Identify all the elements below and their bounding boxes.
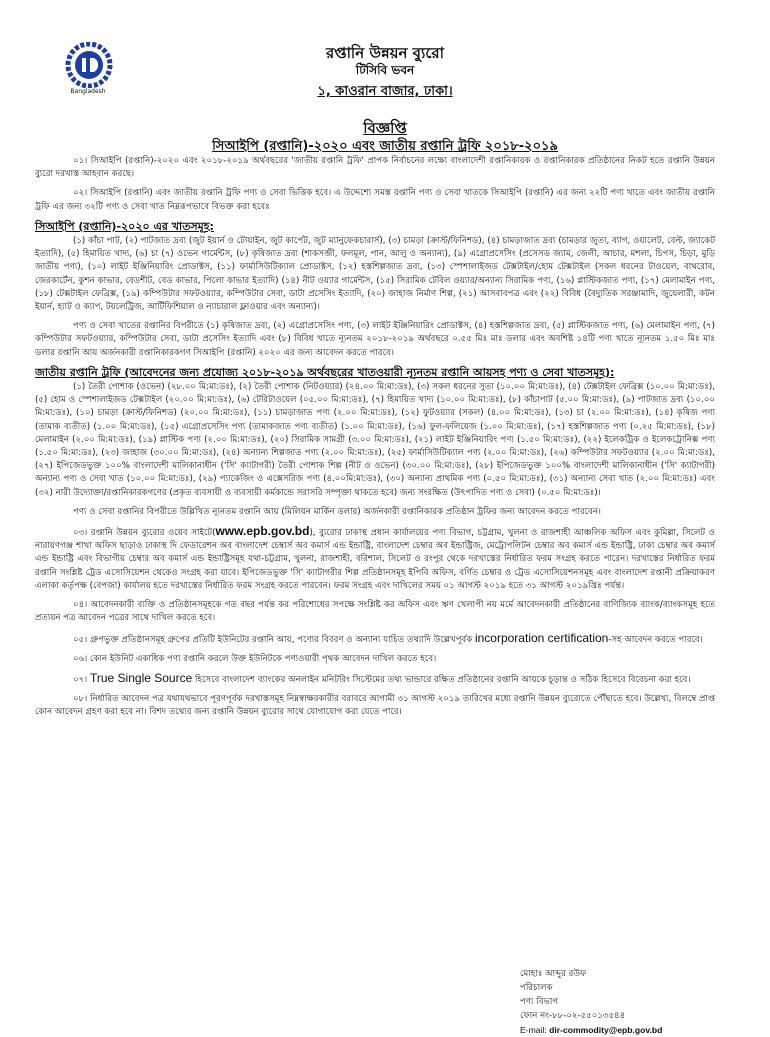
para-text: আবেদনকারী ব্যক্তি ও প্রতিষ্ঠানসমূহকে গত বছর পর্যন্ত কর পরিশোধের সপক্ষে সংশ্লিষ্ট কর অফিস এবং ঋণ খেলাপী নয় মর্মে আবেদনকারী প্রতিষ্ঠানের বাণিজ্যিক ব্যাংক/ব্যাংকসমূহ হতে প্রত্যয়ন পত্র আবেদন পত্রের সাথে দাখিল করতে হবে। [35, 600, 716, 624]
para-number: ০৭। [73, 674, 88, 685]
website-link[interactable]: www.epb.gov.bd [215, 524, 310, 539]
address [0, 82, 770, 103]
paragraph-04 [35, 599, 715, 625]
para-number: ০৮। [73, 694, 88, 705]
signature-block [520, 967, 720, 1037]
signatory-name: মোহাঃ আব্দুর রউফ [520, 969, 587, 979]
para-text: ), ব্যুরোর ঢাকাস্থ প্রধান কার্যালয়ের পণ্য বিভাগ, চট্টগ্রাম, খুলনা ও রাজশাহী আঞ্চলিক অফিস এবং কুমিল্লা, সিলেট ও নারায়ণগঞ্জ শাখা অফিস ছাড়াও ঢাকাস্থ দি ফেডারেশন অব বাংলাদেশ চেম্বার্স অব কমার্স এন্ড ইন্ডাষ্ট্রি, বাংলাদেশ চেম্বার অব ইন্ডাষ্ট্রিজ, মেট্রোপলিটন চেম্বার অব কমার্স এন্ড ইন্ডাষ্ট্রি, ঢাকা চেম্বার অব কমার্স এন্ড ইন্ডাষ্ট্রি এবং বিভাগীয় চেম্বার অব কমার্স এন্ড ইন্ডাষ্ট্রিসমূহ যথা-চট্টগ্রাম, খুলনা, রাজশাহী, বরিশাল, সিলেট ও রংপুর থেকে দরখাস্তের নির্ধারিত ফরম সংগ্রহ করতে পারেন। দরখাস্তের নির্ধারিত ফরম রপ্তানি সংশ্লিষ্ট ট্রেড এসোসিয়েশন থেকেও সংগ্রহ করা যাবে। ইপিজেডভুক্ত 'সি' ক্যাটাগরীর শিল্প প্রতিষ্ঠানসমূহ ইপিবি অফিস, বর্ণিত চেম্বার ও ট্রেড এসোসিয়েশনসমূহ এবং বাংলাদেশ রপ্তানী প্রক্রিয়াকরণ এলাকা কর্তৃপক্ষ (বেপজা) কার্যালয় হতে দরখাস্তের নির্ধারিত ফরম সংগ্রহ করতে পারবেন। ফরম সংগ্রহ এবং দাখিলের সময় ০১ আগস্ট ২০১৯ হতে ৩১ আগস্ট ২০১৯খ্রিঃ পর্যন্ত। [35, 528, 715, 591]
notice-body [35, 155, 715, 726]
email-address[interactable]: dir-commodity@epb.gov.bd [549, 1025, 663, 1035]
para-number: ০৫। [73, 634, 88, 645]
org-name: রপ্তানি উন্নয়ন ব্যুরো [326, 44, 444, 62]
para-text: -সহ আবেদন করতে পারবে। [608, 634, 703, 645]
paragraph-03 [35, 525, 715, 593]
paragraph-06 [35, 653, 715, 666]
subject-line: সিআইপি (রপ্তানি)-২০২০ এবং জাতীয় রপ্তানি ট্রফি ২০১৮-২০১৯ [212, 139, 558, 154]
para-number: ০৬। [73, 653, 88, 664]
paragraph-01 [35, 155, 715, 181]
para-text: সিআইপি (রপ্তানি)-২০২০ এবং ২০১৮-২০১৯ অর্থবছরের 'জাতীয় রপ্তানি ট্রফি' প্রাপক নির্বাচনের লক্ষ্যে বাংলাদেশী রপ্তানিকারক ও রপ্তানিকারক প্রতিষ্ঠানের নিকট হতে রপ্তানি উন্নয়ন ব্যুরো দরখাস্ত আহবান করছে। [35, 156, 715, 180]
latin-term: True Single Source [89, 670, 193, 685]
section-cip-list: (১) কাঁচা পাট, (২) পাটজাত দ্রব্য (জুট ইয়ার্ন ও টোয়াইন, জুট কার্পেট, জুট ম্যানুফেকচারার্স), (৩) চামড়া (ক্রাস্ট/ফিনিশড), (৪) চামড়াজাত দ্রব্য (চামড়ার জুতা, ব্যাগ, ওয়ালেট, বেল্ট, জ্যাকেট ইত্যাদি), (৫) হিমায়িত খাদ্য, (৬) চা (৭) ওভেন গার্মেন্টস, (৮) কৃষিজাত দ্রব্য (শাকসব্জী, ফলমূল, পান, আলু ও অন্যান্য), (৯) এগ্রোপ্রসেসিং (প্রসেসড জ্যাম, জেলী, আচার, মশলা, চিপস, চিড়া, মুড়ি জাতীয় পণ্য), (১০) লাইট ইঞ্জিনিয়ারিং প্রোডাক্টস, (১১) ফার্মাসিউটিক্যাল প্রোডাক্টস, (১২) হস্তশিল্পজাত দ্রব্য, (১৩) স্পেশালাইজড টেক্সটাইল/হোম টেক্সটাইল (সকল ধরনের টাওয়েল, বাথরোব, জেরকার্টেন, কুশন কাভার, বেডশীট, বেড কাভার, পিলো কাভার ইত্যাদি) (১৪) নীট ওয়্যার গার্মেন্টস, (১৫) সিরামিক টেবিল ওয়্যার/অন্যান্য সিরামিক পণ্য, (১৬) প্লাস্টিকজাত পণ্য, (১৭) মেলামাইন পণ্য, (১৮) টেক্সটাইল ফেব্রিক্স, (১৯) কম্পিউটার সফটওয়্যার, কম্পিউটার সেবা, ডাটা প্রসেসিং ইত্যাদি, (২০) জাহাজ নির্মাণ শিল্প, (২১) আসবাবপত্র এবং (২২) বিবিধ (বৈদ্যুতিক সরঞ্জামাদি, জুয়েলারী, কটন ইয়ার্ন, হ্যাট ও ক্যাপ, টয়লেট্রিজ, আর্টিফিশিয়াল ও ন্যাচারাল ফ্লাওয়ার এবং অন্যান্য)। [35, 236, 715, 313]
latin-term: incorporation certification [474, 630, 609, 645]
paragraph-02 [35, 187, 715, 213]
paragraph-05 [35, 632, 715, 647]
signatory-email-line [520, 1023, 720, 1037]
para-number: ০২। [73, 188, 88, 199]
para-number: ০৪। [73, 600, 88, 611]
address-text: ১, কাওরান বাজার, ঢাকা। [317, 84, 453, 99]
paragraph-07 [35, 672, 715, 687]
para-text: সিআইপি (রপ্তানি) এবং জাতীয় রপ্তানি ট্রফি পণ্য ও সেবা ভিত্তিক হবে। এ উদ্দেশ্যে সমস্ত রপ্তানি পণ্য ও সেবা খাতকে সিআইপি (রপ্তানি) এর জন্য ২২টি পণ্য খাতে এবং জাতীয় রপ্তানি ট্রফি এর জন্য ৩২টি পণ্য ও সেবা খাত নিম্নরূপভাবে বিভক্ত করা হবেঃ [35, 188, 715, 212]
signatory-phone: ফোন নং-৮৮-০২-৫৫০১৩৫৪৪ [520, 1011, 626, 1021]
section-trophy-note: পণ্য ও সেবা রপ্তানির বিপরীতে উল্লিখিত ন্যূনতম রপ্তানি আয় (মিলিয়ন মার্কিন ডলার) অর্জনকারী রপ্তানিকারক প্রতিষ্ঠান ট্রফির জন্য আবেদন করতে পারবেন। [73, 506, 602, 517]
section-cip-heading: সিআইপি (রপ্তানি)-২০২০ এর খাতসমূহ: [35, 219, 214, 233]
para-number: ০১। [73, 156, 88, 166]
building-name: টিসিবি ভবন [355, 63, 415, 77]
paragraph-08 [35, 693, 715, 719]
email-label: E-mail: [520, 1025, 550, 1035]
para-text: নির্ধারিত আবেদন পত্র যথাযথভাবে পূরণপূর্বক দরখাস্তসমূহ নিম্নস্বাক্ষরকারীর বরাবরে আগামী ৩১ আগস্ট ২০১৯ তারিখের মধ্যে রপ্তানি উন্নয়ন ব্যুরোতে পৌঁছাতে হবে। উল্লেখ্য, বিলম্বে প্রাপ্ত কোন আবেদন গ্রহণ করা হবে না। বিশদ তথ্যের জন্য রপ্তানি উন্নয়ন ব্যুরোর সাথে যোগাযোগ করা যেতে পারে। [35, 694, 716, 718]
para-text: হিসেবে বাংলাদেশ ব্যাংকের অনলাইন মনিটরিং সিস্টেমের তথ্য ভান্ডারে রক্ষিত প্রতিষ্ঠানের রপ্তানি আয়কে চূড়ান্ত ও সঠিক হিসেবে বিবেচনা করা হবে। [192, 674, 691, 685]
section-cip-note: পণ্য ও সেবা খাতের রপ্তানির বিপরীতে (১) কৃষিজাত দ্রব্য, (২) এগ্রোপ্রসেসিং পণ্য, (৩) লাইট ইঞ্জিনিয়ারিং প্রোডাক্টস, (৪) হস্তশিল্পজাত দ্রব্য, (৫) প্লাস্টিকজাত পণ্য, (৬) মেলামাইন পণ্য, (৭) কম্পিউটার সফটওয়্যার, কম্পিউটার সেবা, ডাটা প্রসেসিং ইত্যাদি এবং (৮) বিবিধ খাতে ন্যূনতম ২০১৮-২০১৯ অর্থবছরে ০.৫৫ মিঃ মাঃ ডলার এবং অবশিষ্ট ১৪টি পণ্য খাতে ন্যূনতম ১.৫০ মিঃ মাঃ ডলার রপ্তানি আয় অর্জনকারী রপ্তানিকারকগণ সিআইপি (রপ্তানি) ২০২০ এর জন্য আবেদন করতে পারবে। [35, 321, 715, 358]
para-text: কোন ইউনিট একাধিক পণ্য রপ্তানি করলে উক্ত ইউনিটকে পণ্যওয়ারী পৃথক আবেদন দাখিল করতে হবে। [89, 653, 437, 664]
para-text: গ্রুপভুক্ত প্রতিষ্ঠানসমূহ গ্রুপের প্রতিটি ইউনিটের রপ্তানি আয়, পণ্যের বিবরণ ও অন্যান্য যাচিত তথ্যাদি উল্লেখপূর্বক [89, 634, 475, 645]
notice-title: বিজ্ঞপ্তি [363, 119, 407, 137]
section-trophy-list: (১) তৈরী পোশাক (ওভেন) (২৮.০০ মি:মা:ডঃ), (২) তৈরী পোশাক (নিটওয়্যার) (২৪.০০ মি:মা:ডঃ), (৩) সকল ধরনের সুতা (১০.০০ মি:মা:ডঃ), (৪) টেক্সটাইল ফেব্রিক্স (১০.০০ মি:মা:ডঃ), (৫) হোম ও স্পেশালাইজড টেক্সটাইল (২০.০০ মি:মা:ডঃ), (৬) টেরিটাওয়েল (০৫.০০ মি:মা:ডঃ), (৭) হিমায়িত খাদ্য (১০.০০ মি:মা:ডঃ), (৮) কাঁচাপাট (৫.০০ মি:মা:ডঃ), (৯) পাটজাত দ্রব্য (১০.০০ মি:মা:ডঃ), (১০) চামড়া (ক্রাস্ট/ফিনিশড) (২০.০০ মি:মা:ডঃ), (১১) চামড়াজাত পণ্য (২.০০ মি:মা:ডঃ), (১২) ফুটওয়্যার (সকল) (৪.০০ মি:মা:ডঃ), (১৩) চা (২.০০ মি:মা:ডঃ), (১৪) কৃষিজ পণ্য (তামাক ব্যতীত) (১.০০ মি:মা:ডঃ), (১৫) এগ্রোপ্রসেসিং পণ্য (তামাকজাত পণ্য ব্যতীত) (১.০০ মি:মা:ডঃ), (১৬) ফুল-ফলিয়েজ (১.০০ মি:মা:ডঃ), (১৭) হস্তশিল্পজাত পণ্য (০.২৫ মি:মা:ডঃ), (১৮) মেলামাইন (২.০০ মি:মা:ডঃ), (১৯) প্লাস্টিক পণ্য (২.০০ মি:মা:ডঃ), (২০) সিরামিক সামগ্রী (৩.০০ মি:মা:ডঃ), (২১) লাইট ইঞ্জিনিয়ারিং পণ্য (১.৫০ মি:মা:ডঃ), (২২) ইলেকট্রিক ও ইলেকট্রোনিক্স পণ্য (১.৫০ মি:মা:ডঃ), (২৩) জাহাজ (৩০.০০ মি:মা:ডঃ), (২৪) অন্যান্য শিল্পজাত পণ্য (২.০০ মি:মা:ডঃ), (২৫) ফার্মাসিউটিক্যাল পণ্য (২.০০ মি:মা:ডঃ), (২৬) কম্পিউটার সফটওয়্যার (২.০০ মি:মা:ডঃ), (২৭) ইপিজেডভুক্ত ১০০% বাংলাদেশী মালিকানাধীন ('সি' ক্যাটাগরী) তৈরী পোশাক শিল্প (নীট ও ওভেন) (৩০.০০ মি:মা:ডঃ), (২৮) ইপিজেডভুক্ত ১০০% বাংলাদেশী মালিকানাধীন ('সি' ক্যাটাগরী) অন্যান্য পণ্য ও সেবা খাত (১০.০০ মি:মা:ডঃ), (২৯) প্যাকেজিং ও এক্সেসরিজ পণ্য (৪.০০মি:মা:ডঃ), (৩০) অন্যান্য প্রাথমিক পণ্য (০.৫০ মি:মা:ডঃ), (৩১) অন্যান্য সেবা খাত (২.০০ মি:মা:ডঃ) এবং (৩২) নারী উদ্যোক্তা/রপ্তানিকারকগণের (প্রকৃত ব্যবসায়ী ও ব্যবসায়ী কর্মকান্ডে সরাসরি সম্পৃক্তা থাকতে হবে) জন্য সংরক্ষিত (উৎপাদিত পণ্য ও সেবা) (০.৫০ মি:মা:ডঃ)। [35, 382, 715, 498]
logo-caption: Bangladesh [70, 88, 106, 95]
signatory-dept: পণ্য বিভাগ [520, 997, 559, 1007]
para-number: ০৩। [73, 528, 88, 539]
section-trophy-heading: জাতীয় রপ্তানি ট্রফি (আবেদনের জন্য প্রযোজ্য ২০১৮-২০১৯ অর্থবছরের খাতওয়ারী ন্যূনতম রপ্তানি আয়সহ পণ্য ও সেবা খাতসমূহ): [35, 365, 615, 379]
para-text: রপ্তানি উন্নয়ন ব্যুরোর ওয়েব সাইটে( [90, 528, 216, 539]
signatory-title: পরিচালক [520, 983, 553, 993]
